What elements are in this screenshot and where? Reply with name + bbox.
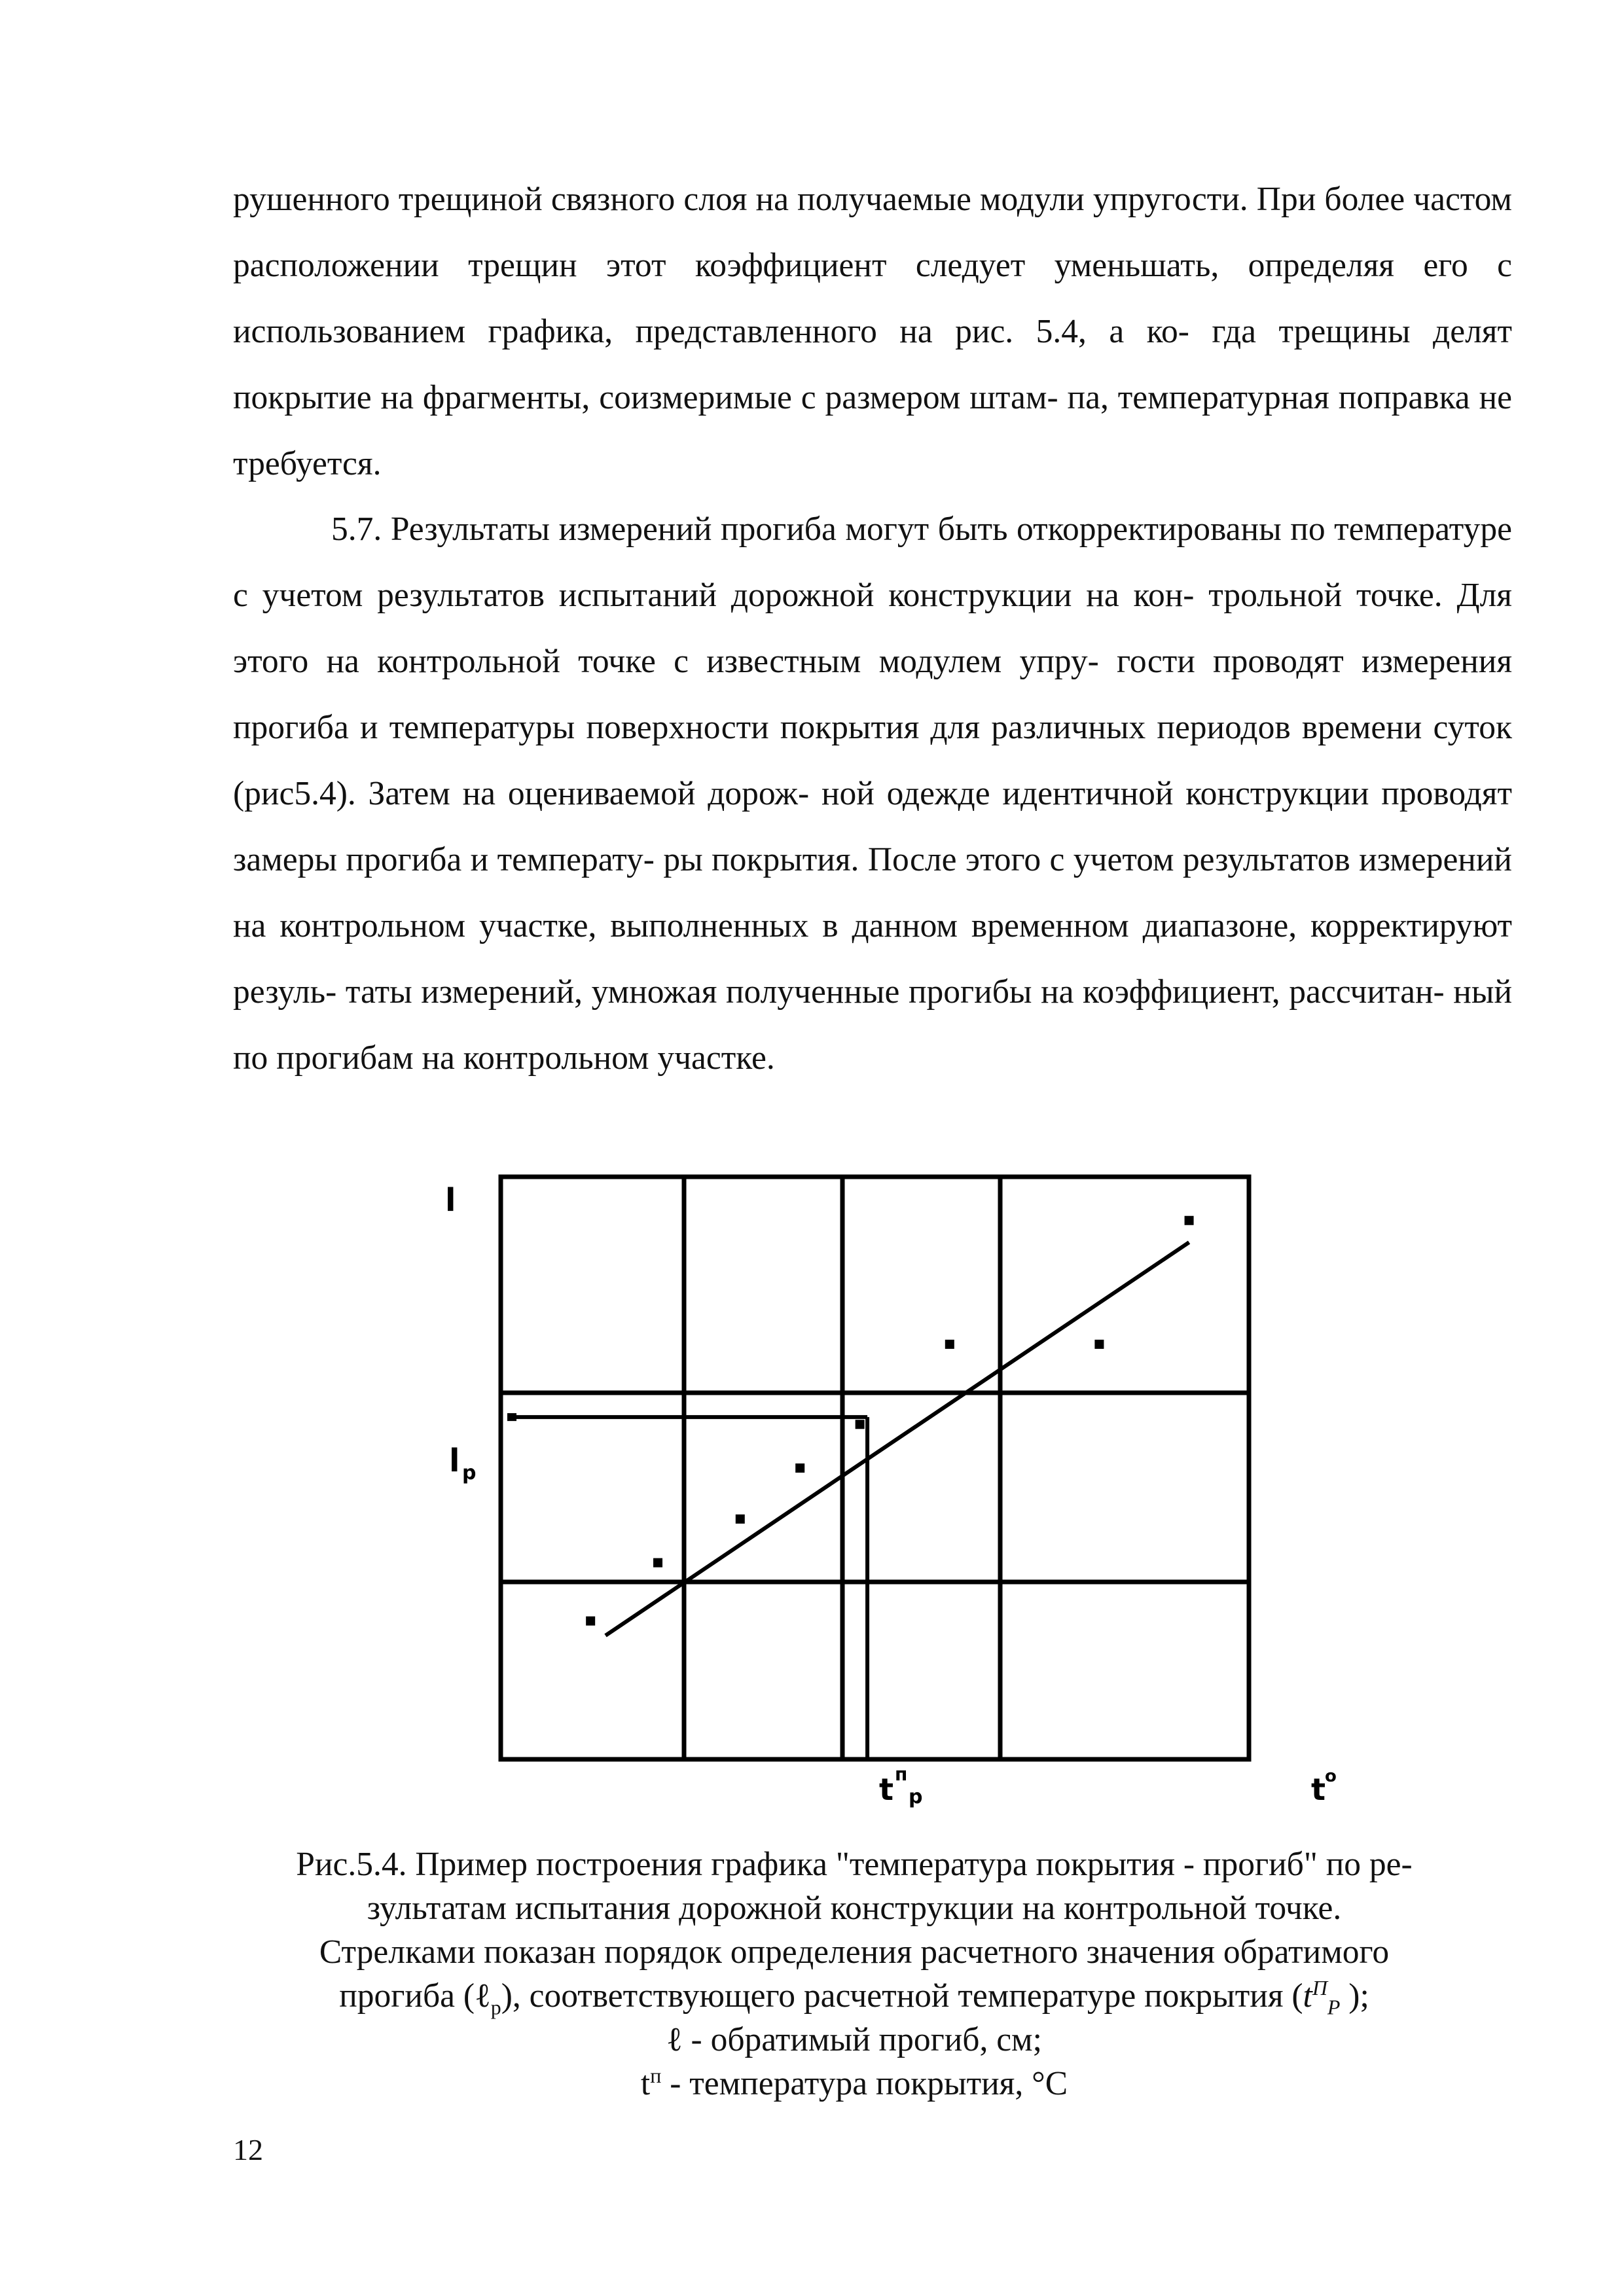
paragraph-line: рушенного трещиной связного слоя на получаемые модули упругости. При xyxy=(233,181,1316,218)
paragraph-line: па, температурная поправка не требуется. xyxy=(233,379,1513,482)
caption-line-2: зультатам испытания дорожной конструкции на контрольной точке. xyxy=(367,1890,1342,1927)
chart-frame xyxy=(501,1177,1249,1759)
paragraph-line: ный по прогибам на контрольном участке. xyxy=(233,973,1513,1077)
data-point xyxy=(1185,1216,1194,1225)
paragraph-line: 5.7. Результаты измерений прогиба могут быть откорректированы по xyxy=(331,511,1326,548)
data-point xyxy=(586,1617,595,1626)
caption-line-1: Рис.5.4. Пример построения графика "температура покрытия - прогиб" по ре- xyxy=(296,1846,1413,1883)
trend-line xyxy=(605,1242,1189,1636)
design-deflection-tick xyxy=(507,1413,516,1421)
paragraph-line: гда трещины делят покрытие на фрагменты, соизмеримые с размером штам- xyxy=(233,313,1512,416)
data-point xyxy=(653,1558,662,1568)
caption-line-4-tsup: П xyxy=(1312,1976,1327,2000)
x-marker-label: t xyxy=(879,1772,893,1807)
caption-line-4-tsub: P xyxy=(1327,1996,1341,2019)
data-point xyxy=(795,1463,804,1473)
caption-line-6-b: - температура покрытия, °С xyxy=(661,2065,1068,2102)
paragraph-1 xyxy=(233,166,1512,497)
caption-line-4-sub: р xyxy=(490,1996,501,2019)
figure-caption xyxy=(216,1842,1492,2106)
x-axis-sup: o xyxy=(1325,1767,1337,1786)
x-axis-label: t xyxy=(1311,1772,1326,1807)
paragraph-line: более частом расположении трещин этот коэффициент следует уменьшать, xyxy=(233,181,1512,284)
caption-line-5: ℓ - обратимый прогиб, см; xyxy=(666,2021,1042,2058)
x-marker-sup: п xyxy=(895,1763,908,1785)
x-marker-sub: p xyxy=(909,1785,923,1808)
caption-line-6-sup: п xyxy=(650,2064,662,2087)
paragraph-line: участке, выполненных в данном временном диапазоне, корректируют резуль- xyxy=(233,907,1513,1011)
caption-line-6 xyxy=(216,2062,1492,2106)
y-marker-sub: p xyxy=(462,1462,477,1484)
data-point xyxy=(945,1340,954,1349)
paragraph-line: различных периодов времени суток (рис5.4). Затем на оцениваемой дорож- xyxy=(233,709,1513,812)
paragraph-2 xyxy=(233,496,1512,1091)
temperature-deflection-chart xyxy=(432,1145,1381,1826)
y-marker-label: l xyxy=(449,1443,460,1479)
paragraph-line: определяя его с использованием графика, представленного на рис. 5.4, а ко- xyxy=(233,247,1512,350)
data-point xyxy=(1094,1340,1104,1349)
caption-line-3: Стрелками показан порядок определения расчетного значения обратимого xyxy=(319,1933,1390,1971)
caption-line-6-t: t xyxy=(640,2065,651,2102)
caption-line-4-t: t xyxy=(1303,1977,1312,2015)
y-axis-label: l xyxy=(445,1182,456,1219)
chart-grid xyxy=(501,1177,1249,1759)
paragraph-line: трольной точке. Для этого на контрольной точке с известным модулем упру- xyxy=(233,577,1512,680)
caption-line-4-b: ), соответствующего расчетной температуре покрытия ( xyxy=(501,1977,1303,2015)
paragraph-line: ры покрытия. После этого с учетом результатов измерений на контрольном xyxy=(233,841,1512,944)
paragraph-line: таты измерений, умножая полученные прогибы на коэффициент, рассчитан- xyxy=(345,973,1445,1011)
caption-line-4-a: прогиба (ℓ xyxy=(339,1977,491,2015)
caption-line-4-c: ); xyxy=(1340,1977,1369,2015)
paragraph-line: гости проводят измерения прогиба и температуры поверхности покрытия для xyxy=(233,643,1513,746)
paragraph-line: ной одежде идентичной конструкции проводят замеры прогиба и температу- xyxy=(233,775,1512,878)
caption-line-4 xyxy=(216,1974,1492,2018)
data-point xyxy=(856,1420,865,1429)
page-number: 12 xyxy=(233,2133,263,2166)
data-point xyxy=(736,1515,745,1524)
paragraph-line: температуре с учетом результатов испытаний дорожной конструкции на кон- xyxy=(233,511,1512,614)
